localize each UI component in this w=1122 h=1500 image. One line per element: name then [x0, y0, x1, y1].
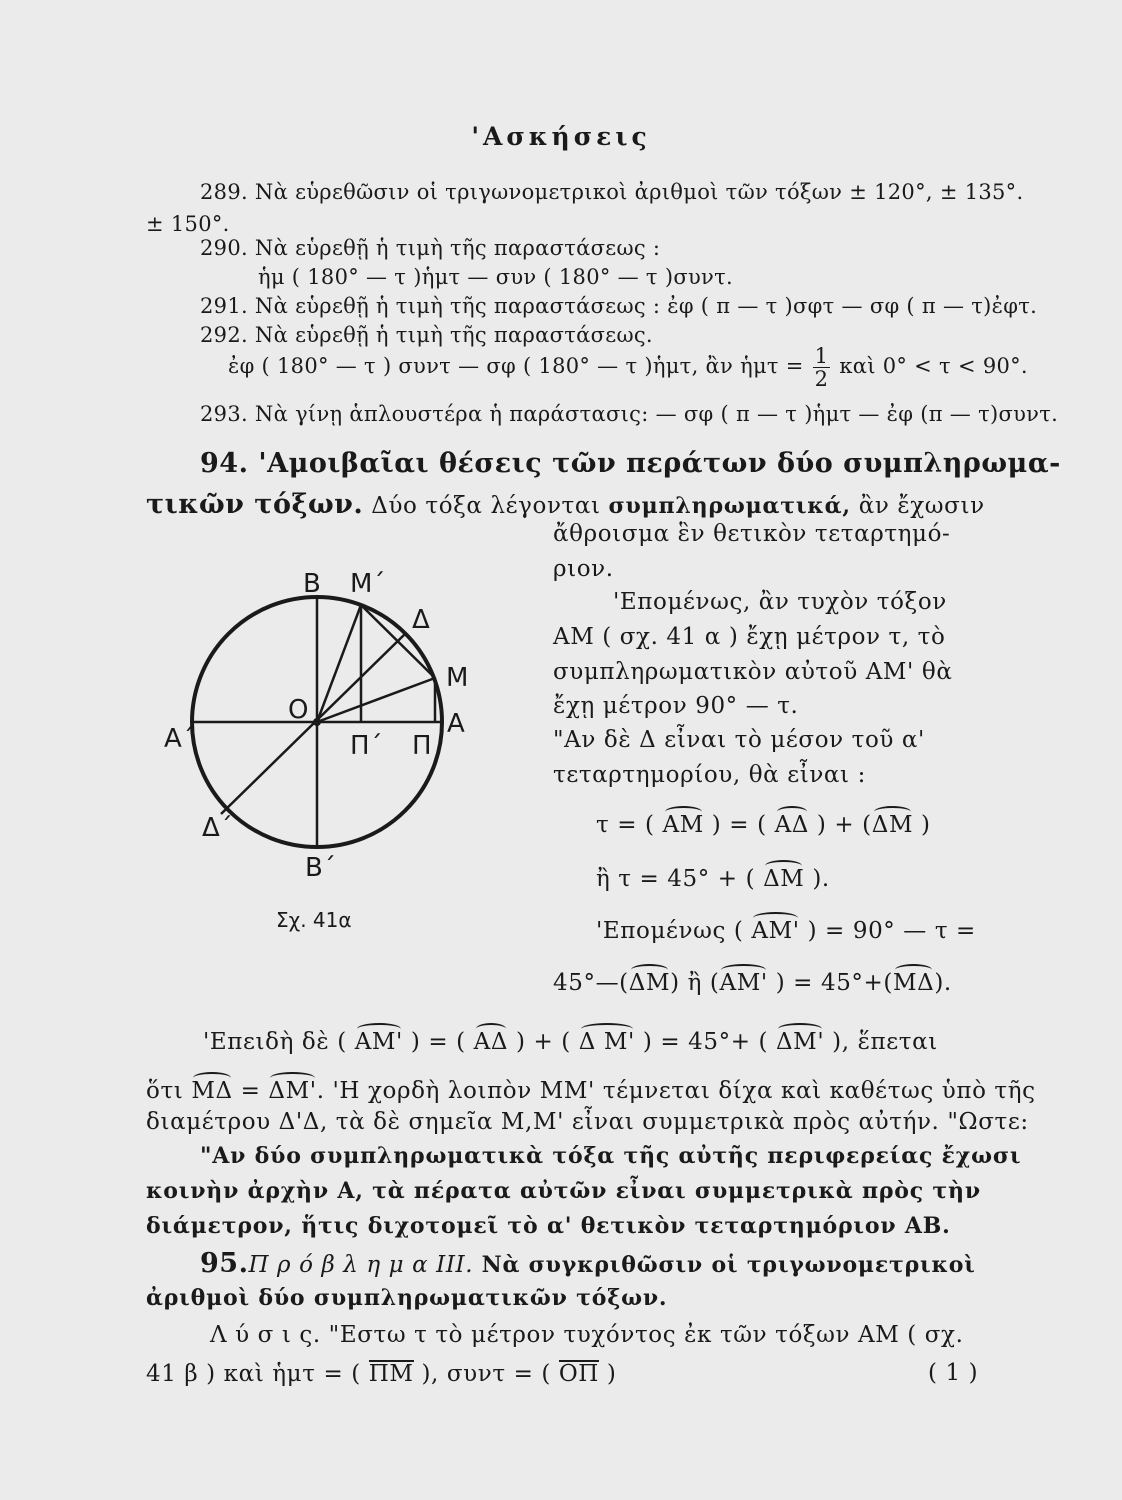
definition-term: συμπληρωματικά, — [608, 493, 851, 519]
fraction-numerator: 1 — [814, 344, 829, 368]
section-94-title-end: τικῶν τόξων. — [146, 489, 364, 520]
label-D: Δ — [412, 605, 430, 635]
section-95-line1 — [200, 1248, 976, 1279]
right-text-line5: συμπληρωματικὸν αὐτοῦ ΑΜ' θὰ — [553, 659, 953, 685]
eq1-part: τ = ( — [596, 812, 663, 838]
exercise-292-condition: καὶ 0° < τ < 90°. — [839, 354, 1028, 379]
label-O: Ο — [288, 695, 309, 725]
p1-part: ), ἕπεται — [824, 1029, 938, 1055]
radius-OMp — [317, 605, 361, 722]
arc-DM: ΔΜ — [763, 866, 805, 892]
label-Pprime: Π΄ — [350, 731, 383, 761]
p2-part: . 'Η χορδὴ λοιπὸν ΜΜ' τέμνεται δίχα καὶ καθέτως ὑπὸ τῆς — [316, 1078, 1036, 1104]
segment-OP: ΟΠ — [558, 1361, 599, 1387]
right-text-line1: ἄθροισμα ἓν θετικὸν τεταρτημό- — [553, 521, 951, 547]
label-Mprime: Μ΄ — [350, 569, 386, 599]
label-M: Μ — [446, 663, 469, 693]
exercise-292-line2 — [228, 345, 1028, 390]
definition-intro: Δύο τόξα λέγονται — [363, 493, 609, 519]
arc-AMp: ΑΜ' — [354, 1029, 403, 1055]
arc-AD: ΑΔ — [473, 1029, 509, 1055]
equation-1 — [596, 812, 931, 838]
arc-DM: ΔΜ — [871, 812, 914, 838]
figure-41a — [150, 560, 530, 890]
exercise-289-line2: ± 150°. — [146, 212, 230, 236]
sol-part: ), συντ = ( — [413, 1361, 559, 1387]
p1-part: ) + ( — [508, 1029, 579, 1055]
section-95-number: 95. — [200, 1248, 249, 1279]
label-B: Β — [303, 569, 321, 599]
p1-part: ) = 45°+ ( — [634, 1029, 776, 1055]
exercise-292-expr: ἐφ ( 180° — τ ) συντ — σφ ( 180° — τ )ἡμτ, ἂν ἡμτ = — [228, 354, 804, 379]
equation-number: ( 1 ) — [928, 1360, 979, 1386]
right-text-line7: "Αν δὲ Δ εἶναι τὸ μέσον τοῦ α' — [553, 727, 925, 753]
exercise-290-line1: 290. Νὰ εὑρεθῇ ἡ τιμὴ τῆς παραστάσεως : — [200, 236, 661, 260]
exercise-290-line2: ἡμ ( 180° — τ )ἡμτ — συν ( 180° — τ )συντ. — [258, 265, 733, 289]
arc-DMp: Δ Μ' — [578, 1029, 635, 1055]
paragraph-line1 — [203, 1029, 938, 1055]
label-Bprime: Β΄ — [305, 853, 336, 883]
problem-label: Π ρ ό β λ η μ α ΙΙΙ. — [248, 1252, 474, 1278]
p2-part: ὅτι — [146, 1078, 192, 1104]
arc-AMp: ΑΜ' — [719, 970, 768, 996]
right-text-line2: ριον. — [553, 556, 614, 582]
exercise-292-line1: 292. Νὰ εὑρεθῇ ἡ τιμὴ τῆς παραστάσεως. — [200, 323, 653, 347]
right-text-line4: ΑΜ ( σχ. 41 α ) ἔχῃ μέτρον τ, τὸ — [553, 624, 946, 650]
theorem-line1: "Αν δύο συμπληρωματικὰ τόξα τῆς αὐτῆς περιφερείας ἔχωσι — [200, 1143, 1022, 1169]
bisector-diameter — [221, 634, 405, 814]
arc-AM: ΑΜ — [662, 812, 704, 838]
equation-4 — [553, 970, 952, 996]
arc-DMp: ΔΜ' — [268, 1078, 317, 1104]
label-P: Π — [412, 731, 432, 761]
solution-line1: Λ ύ σ ι ς. "Εστω τ τὸ μέτρον τυχόντος ἐκ τῶν τόξων ΑΜ ( σχ. — [210, 1322, 964, 1348]
eq1-part: ) — [913, 812, 931, 838]
eq1-part: ) = ( — [703, 812, 775, 838]
p1-part: 'Επειδὴ δὲ ( — [203, 1029, 355, 1055]
radius-OM — [317, 678, 435, 722]
equation-3 — [596, 918, 976, 944]
eq4-part: 45°—( — [553, 970, 629, 996]
eq4-part: ) = 45°+( — [767, 970, 893, 996]
exercise-293: 293. Νὰ γίνῃ ἁπλουστέρα ἡ παράστασις: — σφ ( π — τ )ἡμτ — ἐφ (π — τ)συντ. — [200, 402, 1059, 426]
arc-AD: ΑΔ — [774, 812, 809, 838]
theorem-line2: κοινὴν ἀρχὴν Α, τὰ πέρατα αὐτῶν εἶναι συμμετρικὰ πρὸς τὴν — [146, 1178, 981, 1204]
arc-MD: ΜΔ — [191, 1078, 233, 1104]
eq4-part: ). — [934, 970, 952, 996]
sol-part: ) — [598, 1361, 617, 1387]
arc-MD: ΜΔ — [892, 970, 935, 996]
arc-DM: ΔΜ — [628, 970, 671, 996]
paragraph-line3: διαμέτρου Δ'Δ, τὰ δὲ σημεῖα Μ,Μ' εἶναι συμμετρικὰ πρὸς αὐτήν. "Ωστε: — [146, 1109, 1029, 1135]
section-94-title-line1: 94. 'Αμοιβαῖαι θέσεις τῶν περάτων δύο συμπληρωμα- — [200, 448, 1061, 479]
label-Dprime: Δ΄ — [202, 813, 233, 843]
p2-part: = — [232, 1078, 269, 1104]
right-text-line3: 'Επομένως, ἂν τυχὸν τόξον — [613, 589, 947, 615]
fraction-denominator: 2 — [814, 367, 829, 392]
solution-line2 — [146, 1360, 616, 1387]
eq2-part: ). — [804, 866, 830, 892]
label-Aprime: Α΄ — [164, 724, 195, 754]
definition-intro-end: ἂν ἔχωσιν — [850, 493, 985, 519]
section-94-title-line2 — [146, 489, 985, 520]
exercise-291: 291. Νὰ εὑρεθῇ ἡ τιμὴ τῆς παραστάσεως : ἐφ ( π — τ )σφτ — σφ ( π — τ)ἐφτ. — [200, 294, 1038, 318]
paragraph-line2 — [146, 1078, 1036, 1104]
arc-AMp: ΑΜ' — [751, 918, 800, 944]
eq3-part: ) = 90° — τ = — [799, 918, 976, 944]
theorem-line3: διάμετρον, ἥτις διχοτομεῖ τὸ α' θετικὸν τεταρτημόριον ΑΒ. — [146, 1213, 951, 1239]
problem-statement: Νὰ συγκριθῶσιν οἱ τριγωνομετρικοὶ — [473, 1252, 976, 1278]
eq2-part: ἢ τ = 45° + ( — [596, 866, 764, 892]
eq1-part: ) + ( — [808, 812, 872, 838]
center-point — [313, 718, 321, 726]
page-header: 'Ασκήσεις — [471, 122, 651, 151]
arc-DMp: ΔΜ' — [775, 1029, 825, 1055]
section-95-line2: ἀριθμοὶ δύο συμπληρωματικῶν τόξων. — [146, 1285, 668, 1311]
right-text-line8: τεταρτημορίου, θὰ εἶναι : — [553, 762, 866, 788]
sol-part: 41 β ) καὶ ἡμτ = ( — [146, 1361, 369, 1387]
right-text-line6: ἔχῃ μέτρον 90° — τ. — [553, 693, 799, 719]
eq3-part: 'Επομένως ( — [596, 918, 752, 944]
figure-caption: Σχ. 41α — [276, 908, 352, 932]
equation-2 — [596, 866, 830, 892]
p1-part: ) = ( — [402, 1029, 474, 1055]
exercise-289-line1: 289. Νὰ εὑρεθῶσιν οἱ τριγωνομετρικοὶ ἀριθμοὶ τῶν τόξων ± 120°, ± 135°. — [200, 180, 1024, 204]
fraction-one-half — [813, 345, 831, 390]
label-A: Α — [447, 709, 465, 739]
segment-PM: ΠΜ — [368, 1361, 414, 1387]
eq4-part: ) ἢ ( — [670, 970, 720, 996]
